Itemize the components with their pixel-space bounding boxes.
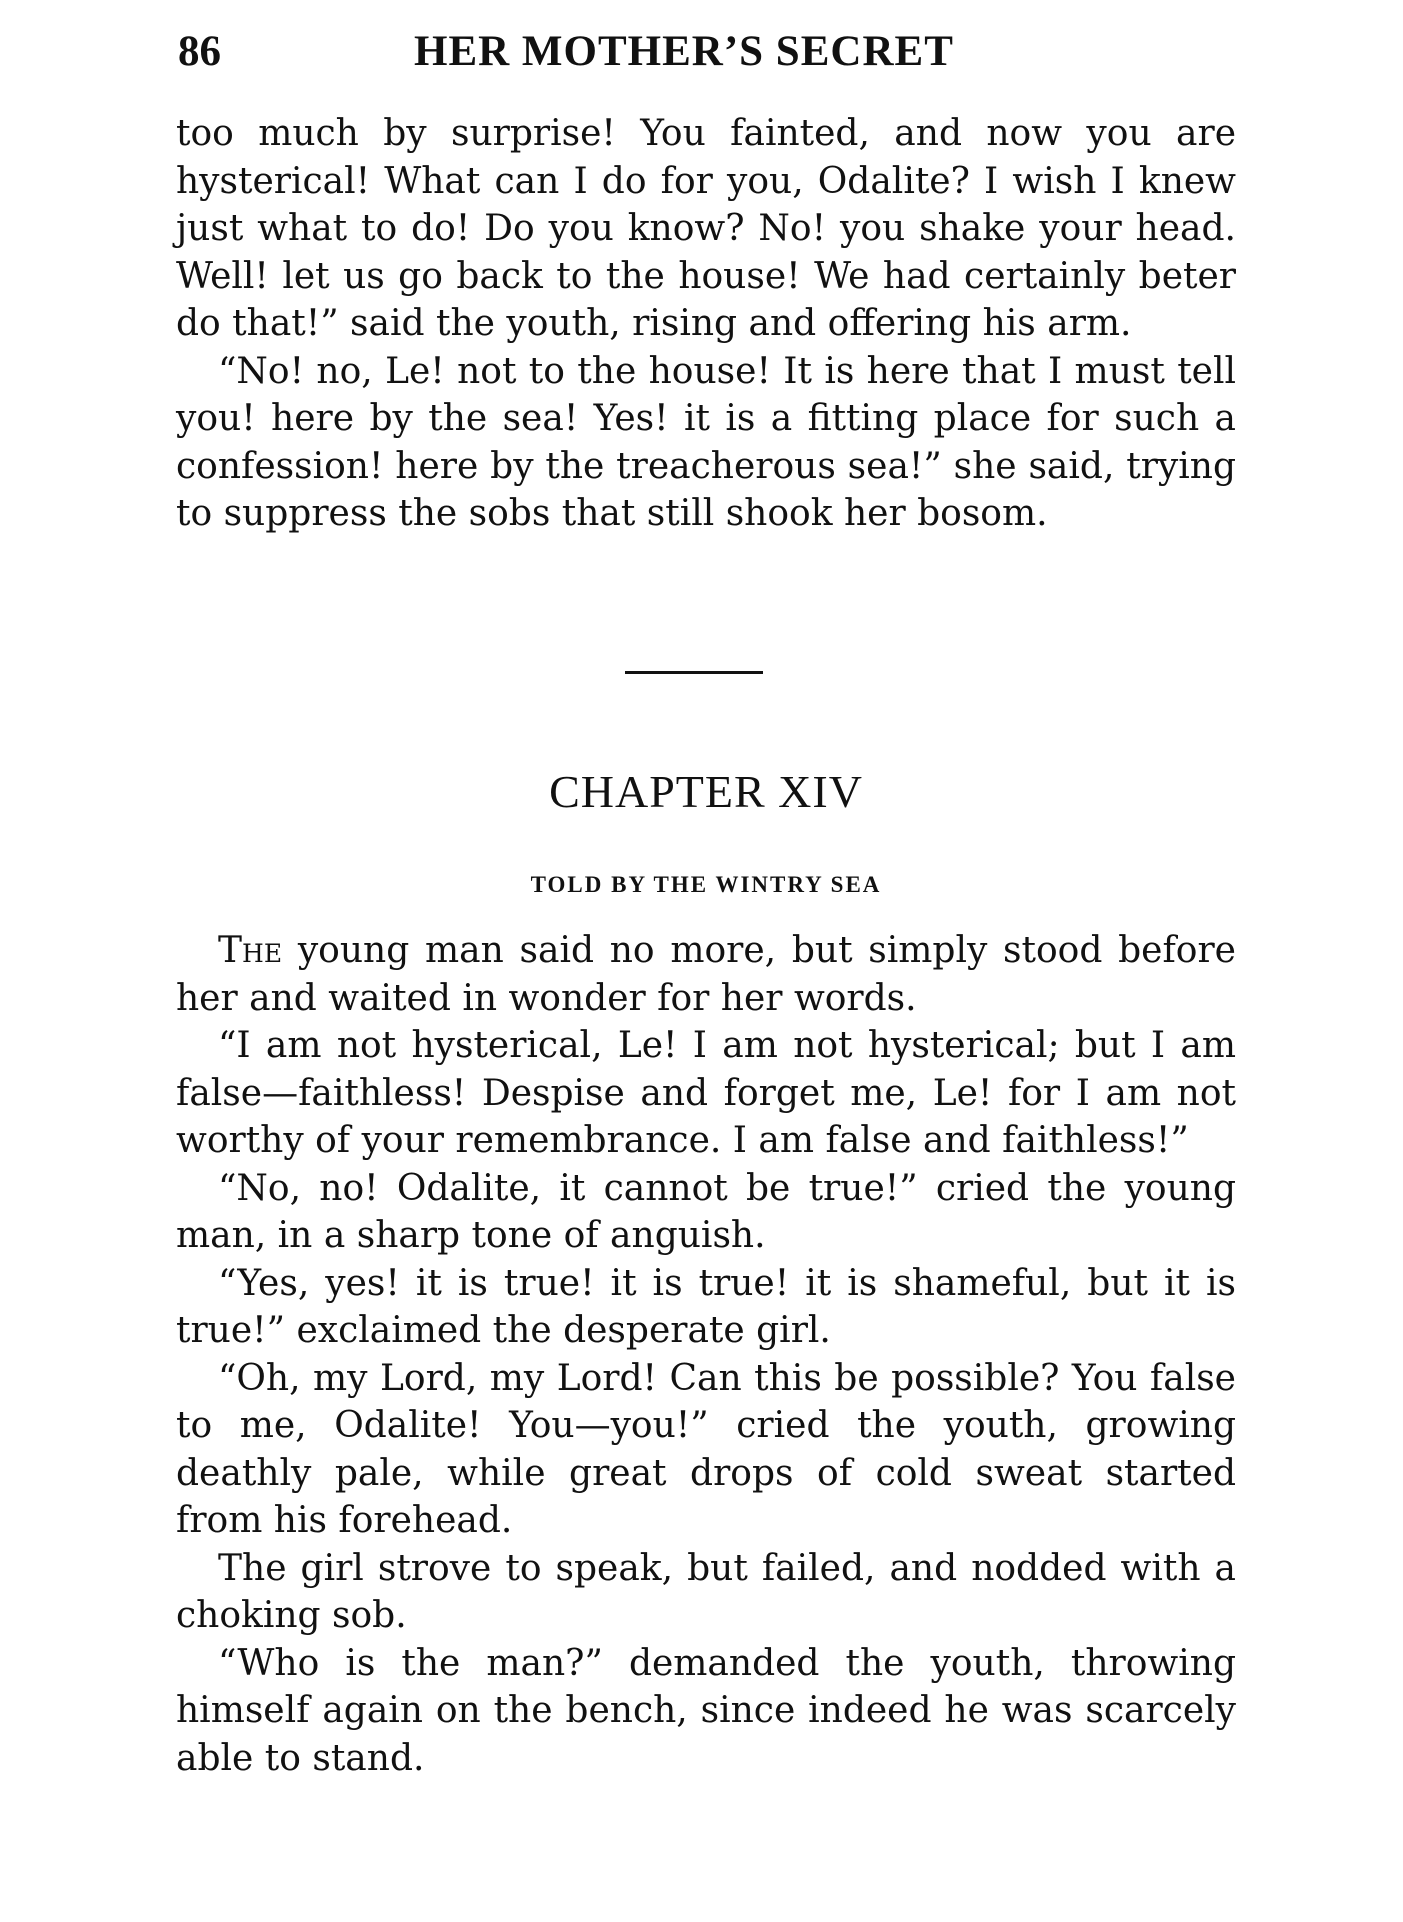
section-divider: [625, 671, 763, 674]
paragraph: “Oh, my Lord, my Lord! Can this be possible? You false to me, Odalite! You—you!” cried the youth, growing deathly pale, while great drops of cold sweat started from his forehead.: [176, 1357, 1236, 1541]
paragraph: too much by surprise! You fainted, and now you are hysterical! What can I do for you, Odalite? I wish I knew just what to do! Do you know? No! you shake your head. Well! let us go back to the house! We had certainly beter do that!” said the youth, rising and offering his arm.: [176, 113, 1236, 344]
page-number: 86: [178, 28, 221, 75]
paragraph: The girl strove to speak, but failed, and nodded with a choking sob.: [176, 1547, 1236, 1636]
paragraph: “Yes, yes! it is true! it is true! it is shameful, but it is true!” exclaimed the desperate girl.: [176, 1262, 1236, 1351]
previous-chapter-text: [176, 110, 1236, 538]
book-title: HER MOTHER’S SECRET: [414, 28, 954, 75]
paragraph: “No! no, Le! not to the house! It is here that I must tell you! here by the sea! Yes! it is a fitting place for such a confession! here by the treacherous sea!” she said, trying to suppress the sobs that still shook her bosom.: [176, 350, 1236, 534]
chapter-opening-text: young man said no more, but simply stood before her and waited in wonder for her words.: [176, 930, 1236, 1019]
chapter-heading: CHAPTER XIV: [549, 766, 863, 817]
chapter-text: [176, 927, 1236, 1782]
paragraph: “No, no! Odalite, it cannot be true!” cried the young man, in a sharp tone of anguish.: [176, 1167, 1236, 1256]
paragraph: “Who is the man?” demanded the youth, throwing himself again on the bench, since indeed he was scarcely able to stand.: [176, 1642, 1236, 1779]
paragraph: [176, 927, 1236, 1022]
running-head: [178, 22, 1236, 82]
paragraph: “I am not hysterical, Le! I am not hysterical; but I am false—faithless! Despise and forget me, Le! for I am not worthy of your remembrance. I am false and faithless!”: [176, 1025, 1236, 1161]
chapter-subtitle: TOLD BY THE WINTRY SEA: [530, 872, 882, 897]
chapter-opening-word: The: [218, 930, 283, 971]
